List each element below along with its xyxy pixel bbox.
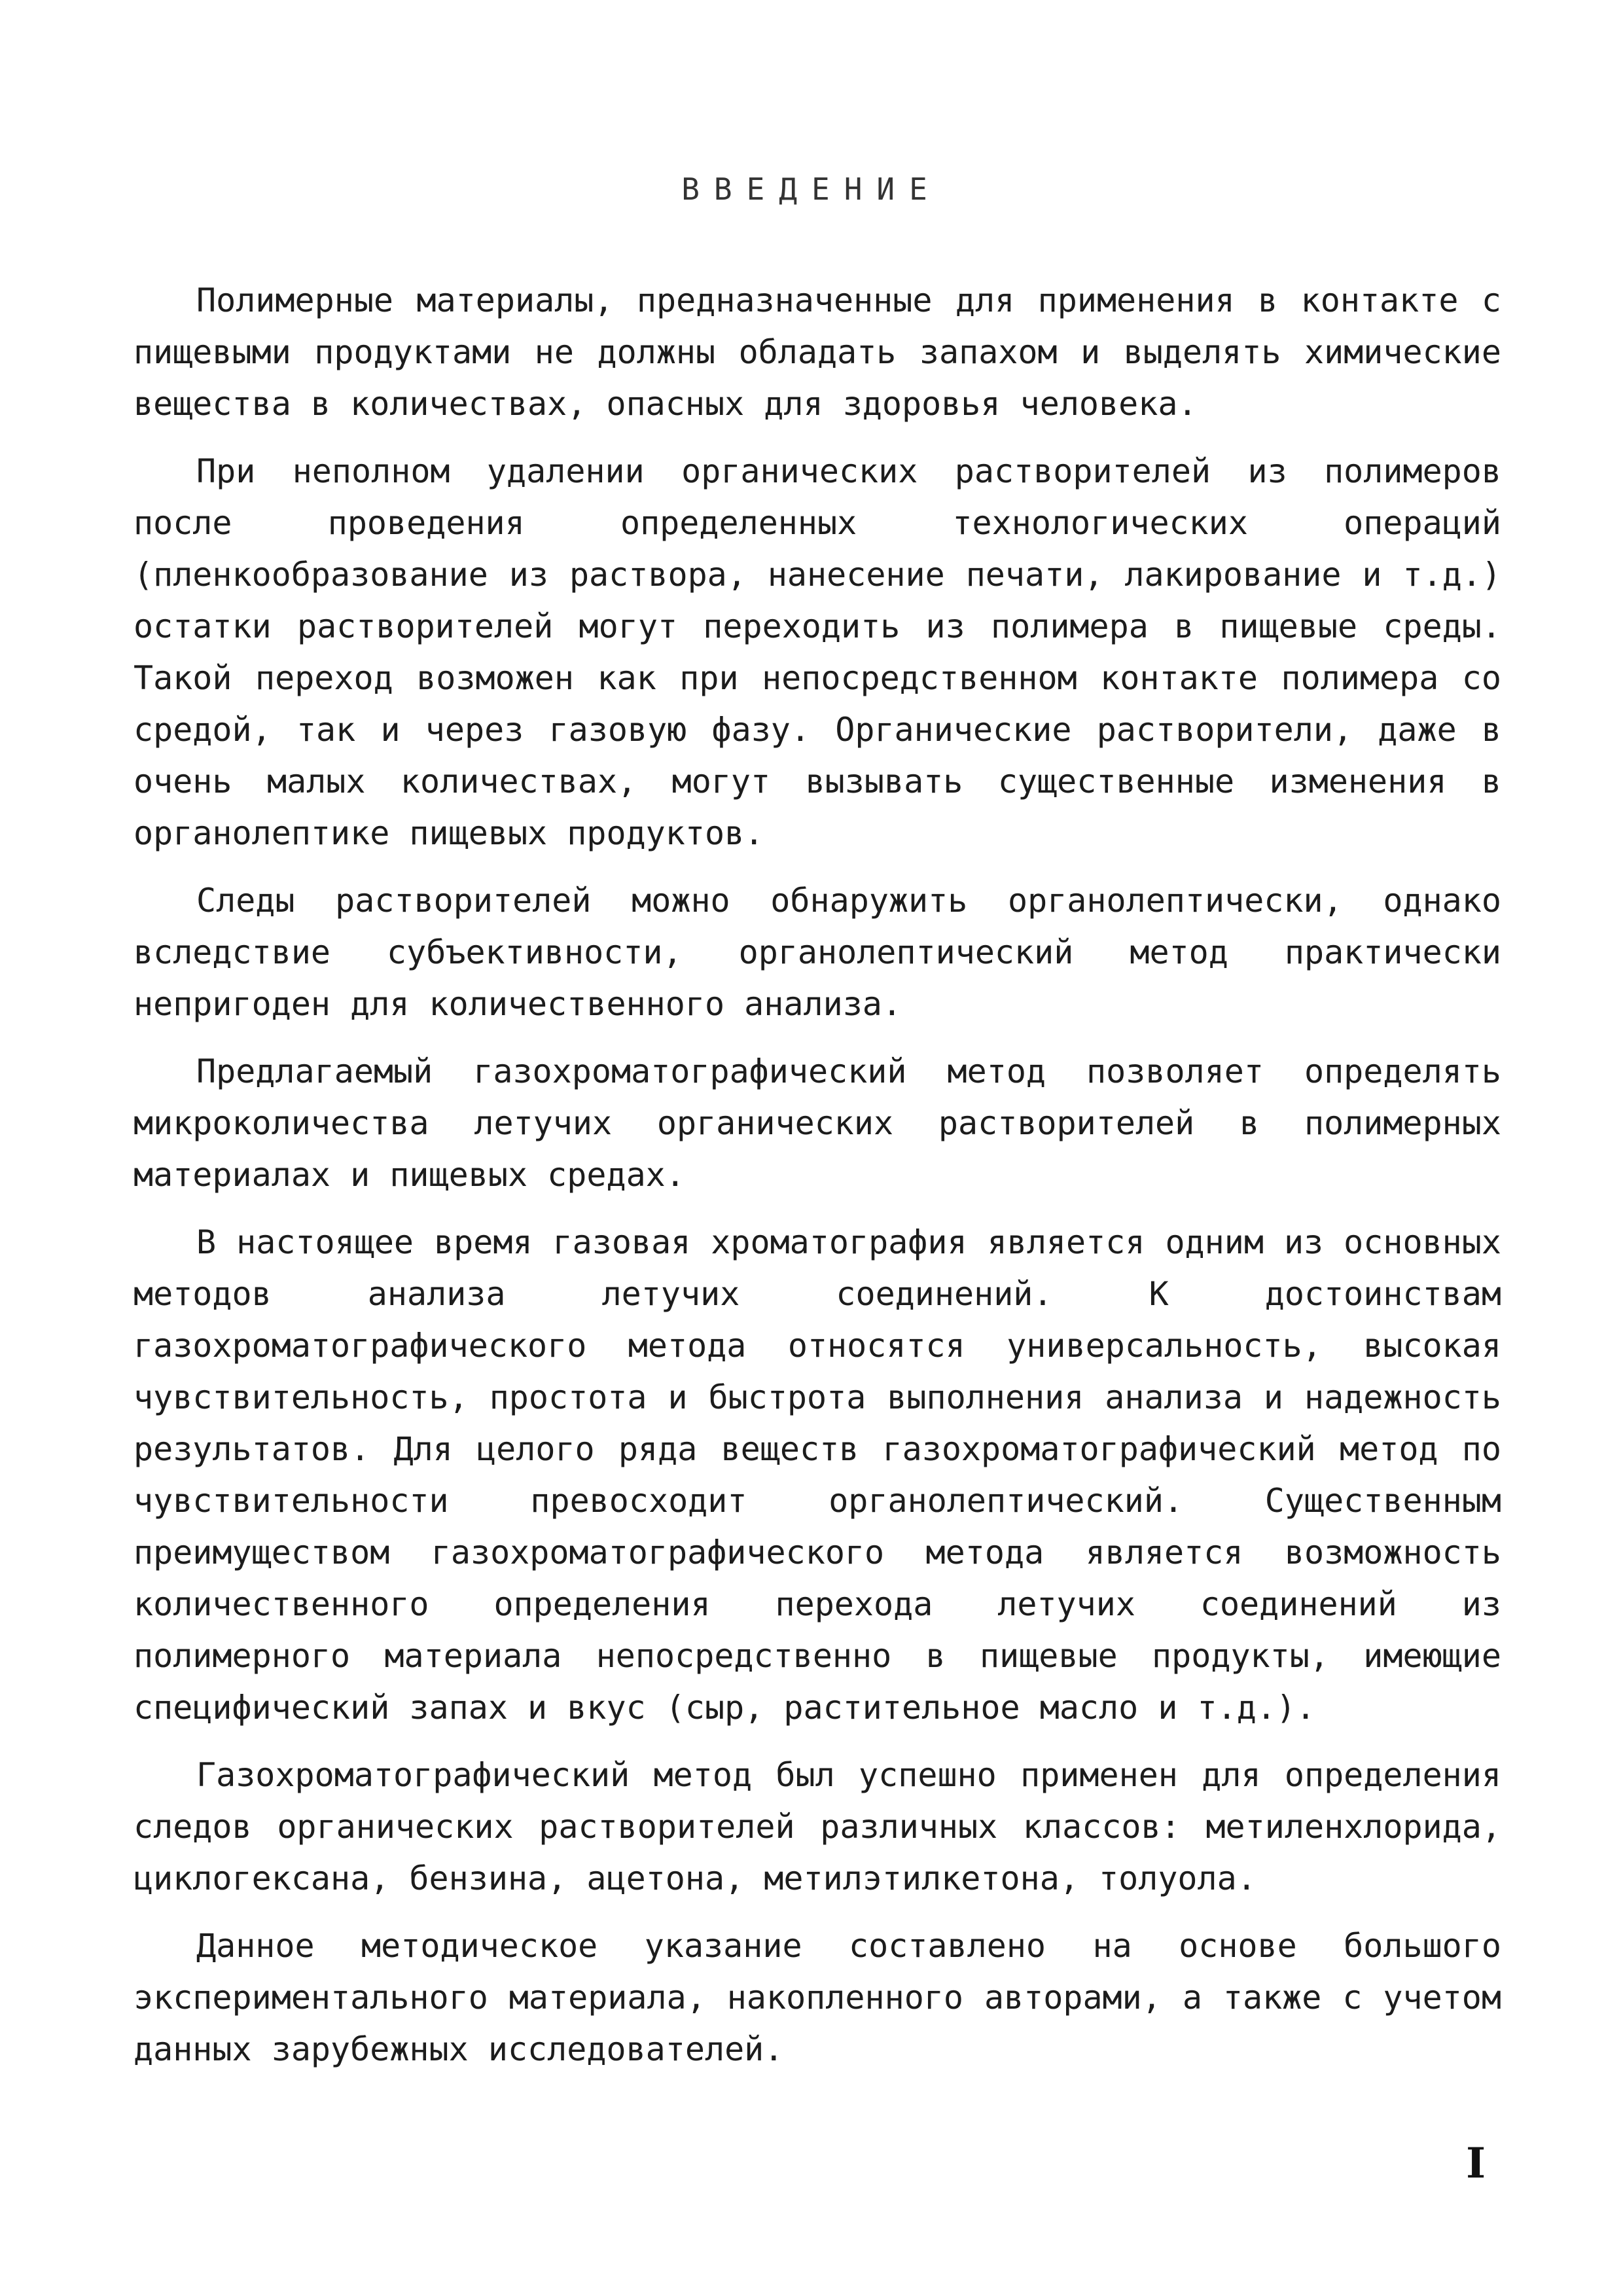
section-heading: ВВЕДЕНИЕ <box>681 171 942 207</box>
paragraph-4: Предлагаемый газохроматографический метод позволяет определять микроколичества летучих органических растворителей в полимерных материалах и пищевых средах. <box>134 1052 1501 1194</box>
page-number: I <box>1466 2139 1486 2188</box>
body-text <box>134 275 1501 2091</box>
paragraph-5: В настоящее время газовая хроматография является одним из основных методов анализа летучих соединений. К достоинствам газохроматографического метода относятся универсальность, высокая чувствительность, простота и быстрота выполнения анализа и надежность результатов. Для целого ряда веществ газохроматографический метод по чувствительности превосходит органолептический. Существенным преимуществом газохроматографического метода является возможность количественного определения перехода летучих соединений из полимерного материала непосредственно в пищевые продукты, имеющие специфический запах и вкус (сыр, растительное масло и т.д.). <box>134 1223 1501 1727</box>
paragraph-1: Полимерные материалы, предназначенные для применения в контакте с пищевыми продуктами не должны обладать запахом и выделять химические вещества в количествах, опасных для здоровья человека. <box>134 281 1501 423</box>
paragraph-3: Следы растворителей можно обнаружить органолептически, однако вследствие субъективности, органолептический метод практически непригоден для количественного анализа. <box>134 882 1501 1023</box>
paragraph-7: Данное методическое указание составлено на основе большого экспериментального материала, накопленного авторами, а также с учетом данных зарубежных исследователей. <box>134 1927 1501 2068</box>
paragraph-6: Газохроматографический метод был успешно применен для определения следов органических растворителей различных классов: метиленхлорида, циклогексана, бензина, ацетона, метилэтилкетона, толуола. <box>134 1756 1501 1897</box>
paragraph-2: При неполном удалении органических растворителей из полимеров после проведения определенных технологических операций (пленкообразование из раствора, нанесение печати, лакирование и т.д.) остатки растворителей могут переходить из полимера в пищевые среды. Такой переход возможен как при непосредственном контакте полимера со средой, так и через газовую фазу. Органические растворители, даже в очень малых количествах, могут вызывать существенные изменения в органолептике пищевых продуктов. <box>134 452 1501 852</box>
